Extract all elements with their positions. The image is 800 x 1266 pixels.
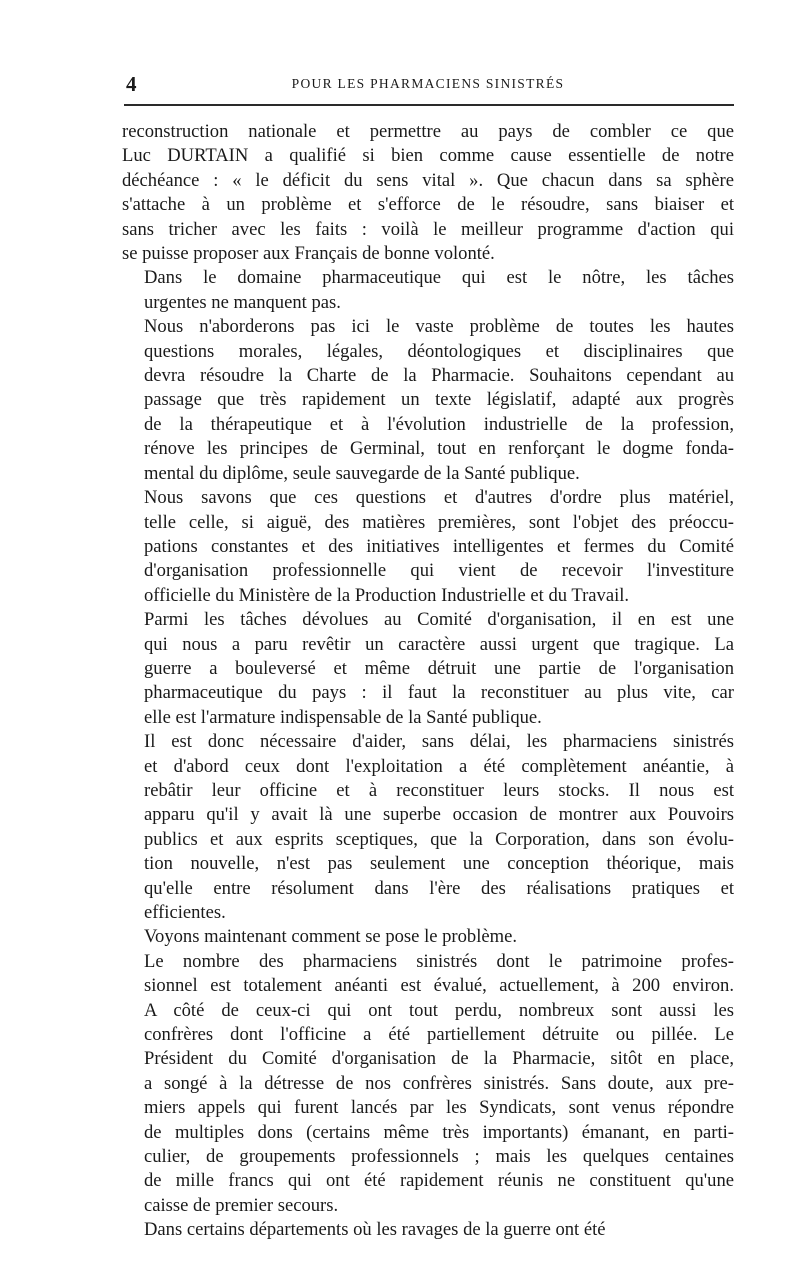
- text-line: Nous savons que ces questions et d'autres d'ordre plus matériel,: [144, 487, 734, 509]
- text-line: passage que très rapidement un texte législatif, adapté aux progrès: [144, 389, 734, 411]
- text-line: A côté de ceux-ci qui ont tout perdu, nombreux sont aussi les: [144, 999, 734, 1021]
- text-line: pations constantes et des initiatives intelligentes et fermes du Comité: [144, 535, 734, 557]
- page-number: 4: [126, 72, 137, 96]
- text-line: déchéance : « le déficit du sens vital ». Que chacun dans sa sphère: [122, 169, 734, 191]
- paragraph: [122, 266, 734, 315]
- text-line: Il est donc nécessaire d'aider, sans délai, les pharmaciens sinistrés: [144, 731, 734, 753]
- text-line: qui nous a paru revêtir un caractère aussi urgent que tragique. La: [144, 633, 734, 655]
- running-title: POUR LES PHARMACIENS SINISTRÉS: [291, 76, 565, 91]
- paragraph: [122, 120, 734, 266]
- paragraph: [122, 925, 734, 949]
- text-line: telle celle, si aiguë, des matières premières, sont l'objet des préoccu-: [144, 511, 734, 533]
- paragraph: [122, 730, 734, 925]
- text-line: se puisse proposer aux Français de bonne volonté.: [122, 243, 495, 265]
- text-line: miers appels qui furent lancés par les Syndicats, sont venus répondre: [144, 1097, 734, 1119]
- text-line: rebâtir leur officine et à reconstituer leurs stocks. Il nous est: [144, 779, 734, 801]
- text-line: Voyons maintenant comment se pose le problème.: [144, 926, 517, 948]
- paragraph: [122, 315, 734, 486]
- text-line: Nous n'aborderons pas ici le vaste problème de toutes les hautes: [144, 316, 734, 338]
- text-line: s'attache à un problème et s'efforce de le résoudre, sans biaiser et: [122, 194, 734, 216]
- text-line: urgentes ne manquent pas.: [144, 291, 341, 313]
- text-line: qu'elle entre résolument dans l'ère des réalisations pratiques et: [144, 877, 734, 899]
- text-line: tion nouvelle, n'est pas seulement une conception théorique, mais: [144, 853, 734, 875]
- paragraph: [122, 950, 734, 1218]
- text-line: mental du diplôme, seule sauvegarde de la Santé publique.: [144, 462, 580, 484]
- text-line: rénove les principes de Germinal, tout en renforçant le dogme fonda-: [144, 438, 734, 460]
- text-line: Dans certains départements où les ravages de la guerre ont été: [144, 1219, 606, 1241]
- text-line: de multiples dons (certains même très importants) émanant, en parti-: [144, 1121, 734, 1143]
- text-line: Parmi les tâches dévolues au Comité d'organisation, il en est une: [144, 609, 734, 631]
- text-line: questions morales, légales, déontologiques et disciplinaires que: [144, 340, 734, 362]
- text-line: Le nombre des pharmaciens sinistrés dont le patrimoine profes-: [144, 950, 734, 972]
- text-line: publics et aux esprits sceptiques, que la Corporation, dans son évolu-: [144, 828, 734, 850]
- body-text: [122, 120, 734, 1243]
- text-line: reconstruction nationale et permettre au pays de combler ce que: [122, 121, 734, 142]
- text-line: elle est l'armature indispensable de la Santé publique.: [144, 706, 542, 728]
- paragraph: [122, 1218, 734, 1242]
- text-line: officielle du Ministère de la Production Industrielle et du Travail.: [144, 584, 630, 606]
- text-line: pharmaceutique du pays : il faut la reconstituer au plus vite, car: [144, 682, 734, 704]
- text-line: a songé à la détresse de nos confrères sinistrés. Sans doute, aux pre-: [144, 1072, 734, 1094]
- text-line: sans tricher avec les faits : voilà le meilleur programme d'action qui: [122, 218, 734, 240]
- text-line: Président du Comité d'organisation de la Pharmacie, sitôt en place,: [144, 1048, 734, 1070]
- text-line: et d'abord ceux dont l'exploitation a été complètement anéantie, à: [144, 755, 734, 777]
- text-line: confrères dont l'officine a été partiellement détruite ou pillée. Le: [144, 1024, 734, 1046]
- text-line: d'organisation professionnelle qui vient de recevoir l'investiture: [144, 560, 734, 582]
- text-line: de la thérapeutique et à l'évolution industrielle de la profession,: [144, 413, 734, 435]
- text-line: efficientes.: [144, 902, 226, 923]
- header-rule: [124, 104, 734, 106]
- text-line: Luc DURTAIN a qualifié si bien comme cause essentielle de notre: [122, 145, 734, 167]
- text-line: de mille francs qui ont été rapidement réunis ne constituent qu'une: [144, 1170, 734, 1192]
- page-header: [122, 70, 734, 98]
- text-line: Dans le domaine pharmaceutique qui est le nôtre, les tâches: [144, 267, 734, 289]
- paragraph: [122, 486, 734, 608]
- text-line: guerre a bouleversé et même détruit une partie de l'organisation: [144, 657, 734, 679]
- text-line: sionnel est totalement anéanti est évalué, actuellement, à 200 environ.: [144, 975, 734, 997]
- paragraph: [122, 608, 734, 730]
- text-line: caisse de premier secours.: [144, 1194, 339, 1216]
- text-line: devra résoudre la Charte de la Pharmacie. Souhaitons cependant au: [144, 365, 734, 387]
- text-line: apparu qu'il y avait là une superbe occasion de montrer aux Pouvoirs: [144, 804, 734, 826]
- text-line: culier, de groupements professionnels ; mais les quelques centaines: [144, 1146, 734, 1168]
